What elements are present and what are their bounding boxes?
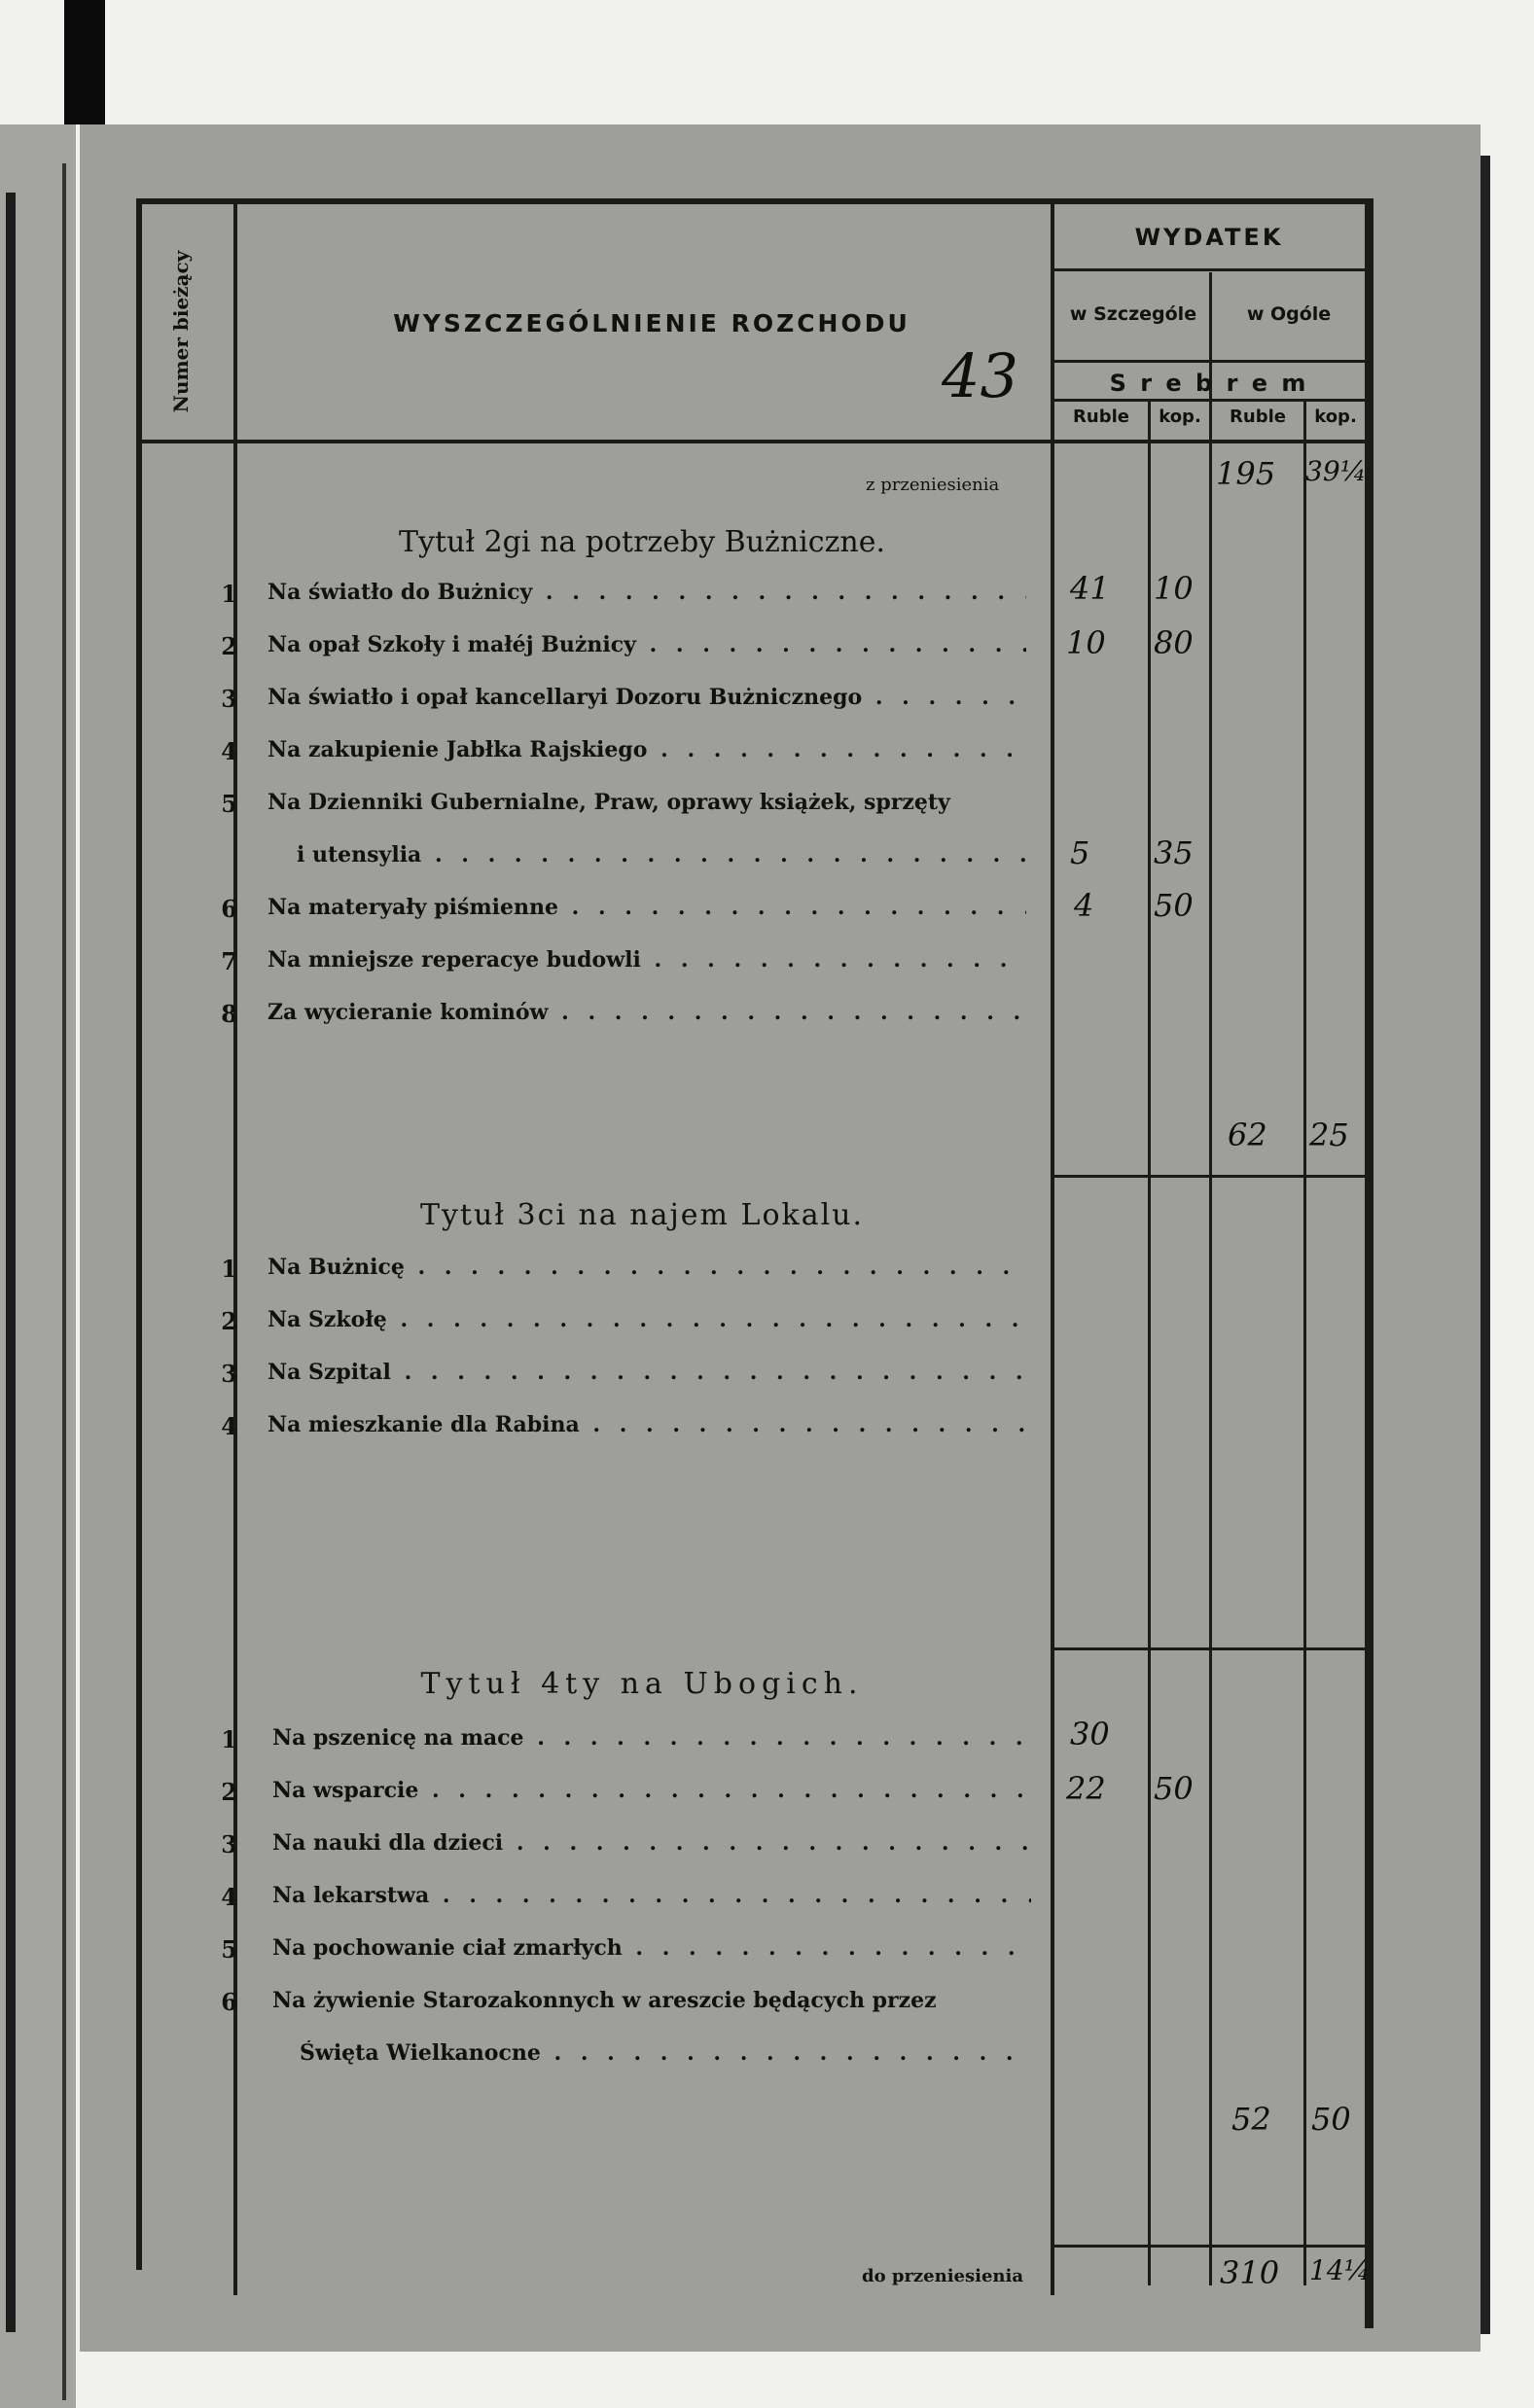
section-total-kop: 50 xyxy=(1311,2101,1351,2138)
row-kop: 35 xyxy=(1154,834,1194,871)
row-text: Na materyały piśmienne . . . xyxy=(268,895,1026,920)
row-number: 4 xyxy=(221,737,237,765)
row-text: Na mieszkanie dla Rabina . . . xyxy=(268,1412,1026,1437)
row-number: 4 xyxy=(221,1883,237,1911)
section-title: Tytuł 3ci na najem Lokalu. xyxy=(419,1198,865,1232)
row-text: i utensylia . . . xyxy=(297,842,1026,868)
row-text: Na pszenicę na mace . . . xyxy=(272,1725,1031,1751)
wydatek-header: WYDATEK xyxy=(1134,224,1284,251)
row-text: Za wycieranie kominów . . . xyxy=(268,1000,1026,1025)
carry-out-ruble: 310 xyxy=(1220,2254,1280,2291)
adjacent-page-edge xyxy=(0,124,76,2408)
row-text: Na wsparcie . . . xyxy=(272,1778,1031,1803)
w-szczegole-header: w Szczególe xyxy=(1069,303,1197,325)
row-ruble: 5 xyxy=(1070,834,1090,871)
carry-out-kop: 14¼ xyxy=(1309,2254,1371,2286)
carry-in-kop: 39¼ xyxy=(1305,455,1367,487)
row-text: Na lekarstwa . . . xyxy=(272,1883,1031,1908)
row-number: 5 xyxy=(221,1935,237,1964)
row-ruble: 22 xyxy=(1066,1770,1106,1807)
row-text: Na światło do Bużnicy . . . xyxy=(268,580,1026,605)
row-text: Na światło i opał kancellaryi Dozoru Bużnicznego . . . xyxy=(268,685,1026,710)
carry-in-label: z przeniesienia xyxy=(866,475,1000,495)
row-number: 3 xyxy=(221,685,237,713)
srebrem-header: S r e b r e m xyxy=(1109,370,1309,397)
row-number: 5 xyxy=(221,790,237,818)
table-title: WYSZCZEGÓLNIENIE ROZCHODU xyxy=(393,309,910,337)
row-number: 2 xyxy=(221,1778,237,1806)
row-kop: 50 xyxy=(1154,887,1194,924)
w-ogole-header: w Ogóle xyxy=(1246,303,1332,325)
row-number: 2 xyxy=(221,1307,237,1335)
row-number: 8 xyxy=(221,1000,237,1028)
section-title: Tytuł 2gi na potrzeby Bużniczne. xyxy=(399,525,885,559)
kop-ogole-header: kop. xyxy=(1314,407,1357,427)
row-kop: 80 xyxy=(1154,624,1194,661)
row-number: 1 xyxy=(221,1725,237,1753)
section-total-kop: 25 xyxy=(1309,1116,1349,1153)
row-number: 2 xyxy=(221,632,237,660)
row-ruble: 4 xyxy=(1074,887,1094,924)
section-title: Tytuł 4ty na Ubogich. xyxy=(420,1667,864,1701)
row-number: 3 xyxy=(221,1830,237,1859)
row-text: Na Dzienniki Gubernialne, Praw, oprawy książek, sprzęty xyxy=(268,790,950,815)
carry-out-label: do przeniesienia xyxy=(862,2266,1023,2286)
row-text: Na Bużnicę . . . xyxy=(268,1255,1026,1280)
row-kop: 10 xyxy=(1154,570,1194,607)
page-number: 43 xyxy=(942,340,1018,411)
row-ruble: 41 xyxy=(1070,570,1110,607)
row-text: Na mniejsze reperacye budowli . . . xyxy=(268,947,1026,973)
row-text: Na zakupienie Jabłka Rajskiego . . . xyxy=(268,737,1026,762)
row-number: 6 xyxy=(221,895,237,923)
row-kop: 50 xyxy=(1154,1770,1194,1807)
row-text: Na Szkołę . . . xyxy=(268,1307,1026,1332)
row-number: 6 xyxy=(221,1988,237,2016)
row-text: Na Szpital . . . xyxy=(268,1360,1026,1385)
section-total-ruble: 52 xyxy=(1231,2101,1271,2138)
row-number: 1 xyxy=(221,1255,237,1283)
ruble-ogole-header: Ruble xyxy=(1230,407,1286,427)
row-text: Na opał Szkoły i małéj Bużnicy . . . xyxy=(268,632,1026,657)
row-text: Na żywienie Starozakonnych w areszcie będących przez xyxy=(272,1988,937,2013)
row-number: 7 xyxy=(221,947,237,975)
row-number: 1 xyxy=(221,580,237,608)
binding-shadow xyxy=(64,0,105,124)
kop-szczegole-header: kop. xyxy=(1159,407,1201,427)
row-ruble: 10 xyxy=(1066,624,1106,661)
row-number: 4 xyxy=(221,1412,237,1440)
row-text: Święta Wielkanocne . . . xyxy=(300,2040,1027,2066)
row-text: Na pochowanie ciał zmarłych . . . xyxy=(272,1935,1031,1961)
row-text: Na nauki dla dzieci . . . xyxy=(272,1830,1031,1856)
page-edge-shadow xyxy=(1480,156,1490,2334)
row-number: 3 xyxy=(221,1360,237,1388)
carry-in-ruble: 195 xyxy=(1216,455,1276,492)
row-ruble: 30 xyxy=(1070,1716,1110,1753)
ruble-szczegole-header: Ruble xyxy=(1073,407,1129,427)
section-total-ruble: 62 xyxy=(1228,1116,1267,1153)
